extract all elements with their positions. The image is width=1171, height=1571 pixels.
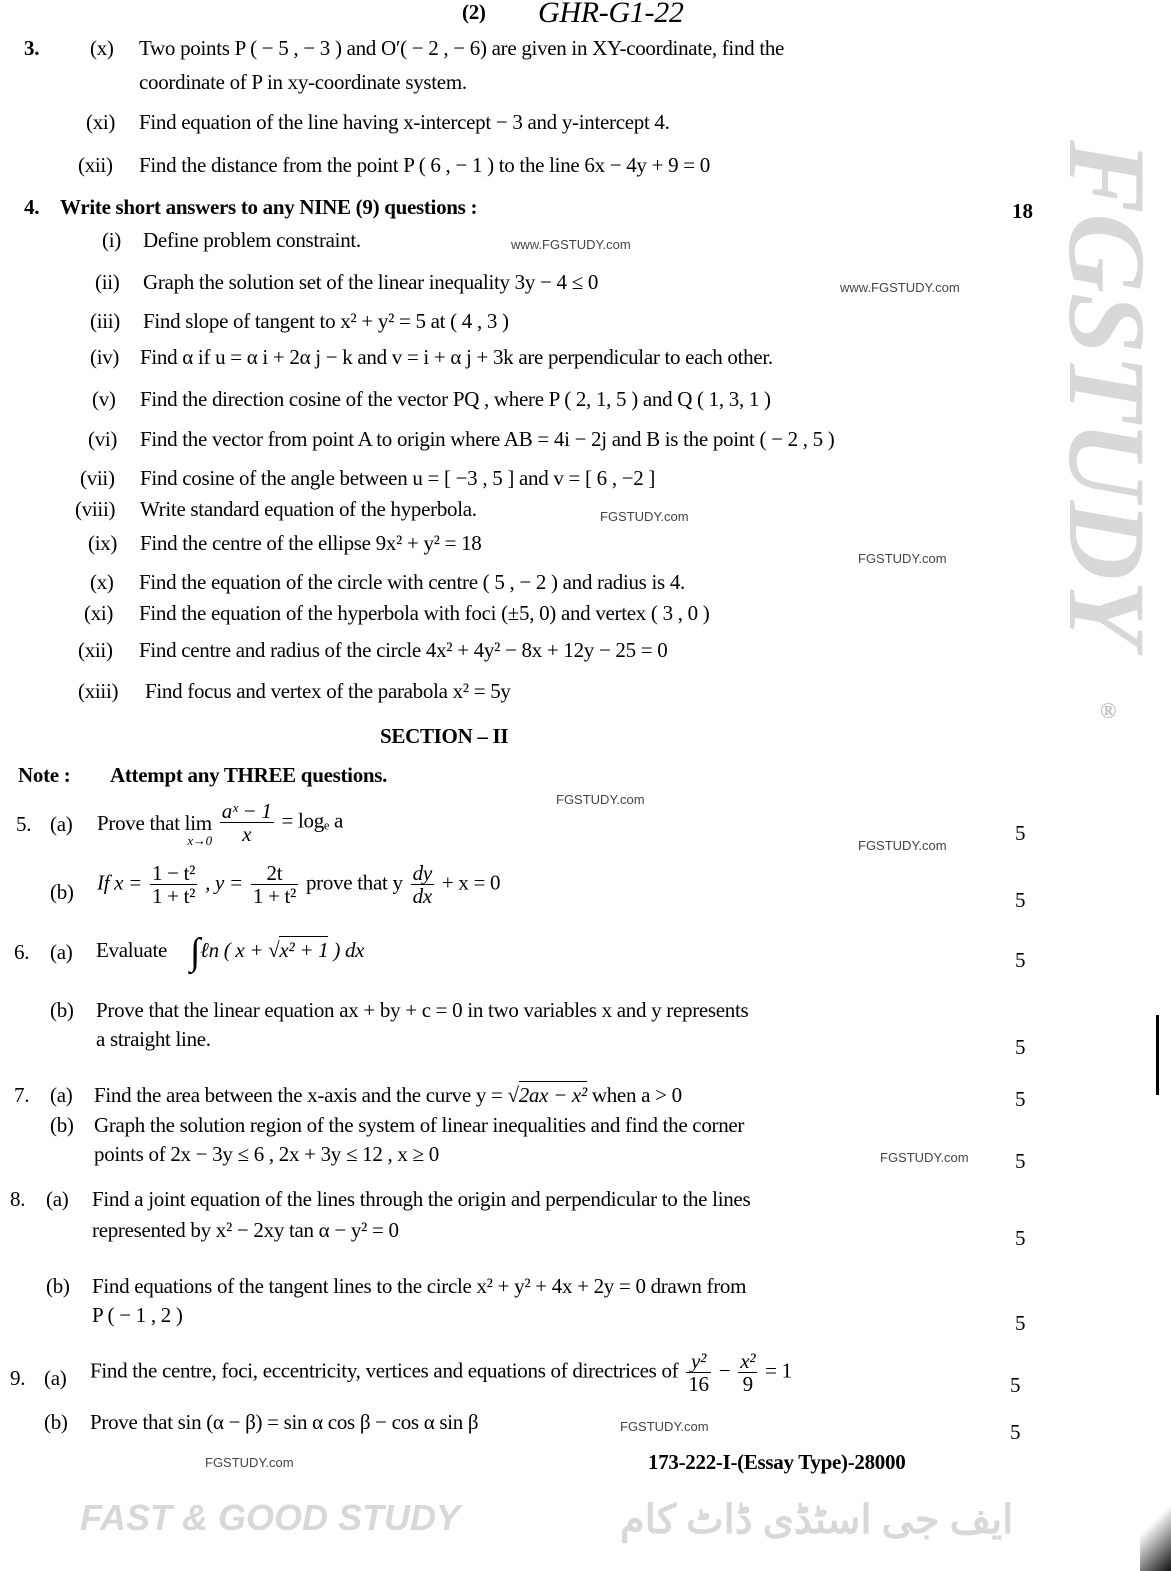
q4-ii-text: Graph the solution set of the linear inequality 3y − 4 ≤ 0 [143,270,599,294]
watermark-site: www.FGSTUDY.com [840,280,960,295]
q8b-label: (b) [46,1274,70,1298]
q9a-num2: x² [740,1349,756,1373]
q4-ix-text: Find the centre of the ellipse 9x² + y² = 18 [140,531,482,555]
q6a-radicand: x² + 1 [279,937,329,962]
q8b-text: Find equations of the tangent lines to the circle x² + y² + 4x + 2y = 0 drawn from [92,1274,747,1298]
q3-xii-text: Find the distance from the point P ( 6 , − 1 ) to the line 6x − 4y + 9 = 0 [139,153,710,177]
q6a-expr [96,930,364,974]
q5a-marks: 5 [1015,821,1026,845]
q7b-label: (b) [50,1113,74,1137]
q9a-expr [90,1350,792,1395]
q9a-fraction-x [738,1350,757,1395]
q6a-expr2: ) dx [328,937,365,962]
q5a-label: (a) [50,812,73,836]
q6a-label: (a) [50,940,73,964]
q9-number: 9. [10,1366,26,1390]
q4-xiii-label: (xiii) [78,679,119,703]
q4-xi-text: Find the equation of the hyperbola with foci (±5, 0) and vertex ( 3 , 0 ) [139,601,710,625]
q8a-cont: represented by x² − 2xy tan α − y² = 0 [92,1218,399,1242]
q9a-marks: 5 [1010,1373,1021,1397]
q3-xi-text: Find equation of the line having x-intercept − 3 and y-intercept 4. [139,110,670,134]
q8b-marks: 5 [1015,1311,1026,1335]
q5b-label: (b) [50,880,74,904]
section-title: SECTION – II [380,724,509,748]
q4-x-text: Find the equation of the circle with centre ( 5 , − 2 ) and radius is 4. [139,570,686,594]
watermark-site: FGSTUDY.com [858,551,947,566]
q5b-fraction-x [150,862,197,907]
q9a-den2: 9 [742,1372,753,1396]
q9a-num1: y² [686,1350,710,1373]
q4-v-text: Find the direction cosine of the vector PQ , where P ( 2, 1, 5 ) and Q ( 1, 3, 1 ) [140,387,771,411]
q5b-pre: If x = [97,870,143,895]
scan-edge-mark [1140,1490,1171,1571]
watermark-site: www.FGSTUDY.com [511,237,631,252]
q6b-marks: 5 [1015,1035,1026,1059]
q7b-cont: points of 2x − 3y ≤ 6 , 2x + 3y ≤ 12 , x ≥ 0 [94,1142,439,1166]
q5b-post1: prove that y [305,870,403,895]
q4-viii-label: (viii) [75,497,116,521]
q9a-pre: Find the centre, foci, eccentricity, vertices and equations of directrices of [90,1358,679,1383]
q3-x-cont: coordinate of P in xy-coordinate system. [139,70,467,94]
q5a-post: = logₑ a [281,808,343,833]
q5b-fraction-y [251,862,298,907]
q5a-den: x [242,822,252,846]
q5a-limit [97,812,212,848]
q7a-expr [94,1083,682,1108]
q7a-pre: Find the area between the x-axis and the curve y = √ [94,1083,519,1107]
q6b-text: Prove that the linear equation ax + by + c = 0 in two variables x and y represents [96,998,749,1022]
watermark-registered: ® [1100,698,1117,723]
page-number: (2) [462,0,486,24]
q4-ix-label: (ix) [88,531,118,555]
q5b-den2: 1 + t² [252,884,297,908]
note-text: Attempt any THREE questions. [110,763,388,787]
watermark-site: FGSTUDY.com [858,838,947,853]
q5b-expr [97,862,500,907]
q9b-label: (b) [44,1410,68,1434]
q3-number: 3. [24,36,40,60]
q3-xi-label: (xi) [86,110,116,134]
q4-x-label: (x) [90,570,114,594]
q7-number: 7. [14,1083,30,1107]
handwritten-code: GHR-G1-22 [538,0,684,29]
q5b-num2: 2t [251,862,298,885]
q9a-den1: 16 [688,1372,709,1396]
q8a-marks: 5 [1015,1226,1026,1250]
q4-xii-text: Find centre and radius of the circle 4x² + 4y² − 8x + 12y − 25 = 0 [139,638,668,662]
q4-vii-text: Find cosine of the angle between u = [ −3 , 5 ] and v = [ 6 , −2 ] [140,466,656,490]
q4-iv-text: Find α if u = α i + 2α j − k and v = i + α j + 3k are perpendicular to each other. [140,345,773,369]
q6-number: 6. [14,940,30,964]
watermark-site: FGSTUDY.com [880,1150,969,1165]
watermark-site: FGSTUDY.com [556,792,645,807]
q9a-fraction-y [686,1350,710,1395]
q7a-post: when a > 0 [586,1083,682,1107]
q5b-derivative [411,862,434,907]
q5a-expr [97,800,343,848]
q3-xii-label: (xii) [78,153,113,177]
q5a-limit-sub: x→0 [187,833,212,848]
q9a-label: (a) [44,1366,67,1390]
q4-iv-label: (iv) [90,345,120,369]
q4-ii-label: (ii) [95,270,120,294]
q4-vi-text: Find the vector from point A to origin where AB = 4i − 2j and B is the point ( − 2 , 5 ) [140,427,835,451]
q6b-cont: a straight line. [96,1027,211,1051]
watermark-site: FGSTUDY.com [600,509,689,524]
q5b-den1: 1 + t² [151,884,196,908]
q7a-label: (a) [50,1083,73,1107]
q5a-pre: Prove that lim [97,811,212,835]
q8b-cont: P ( − 1 , 2 ) [92,1303,183,1327]
q5b-post2: + x = 0 [441,870,501,895]
q5b-num3: dy [412,861,432,885]
q5b-num1: 1 − t² [151,861,196,885]
q4-viii-text: Write standard equation of the hyperbola. [140,497,477,521]
q8a-label: (a) [46,1187,69,1211]
q3-x-text: Two points P ( − 5 , − 3 ) and O′( − 2 , − 6) are given in XY-coordinate, find the [139,36,785,60]
q4-v-label: (v) [92,387,116,411]
watermark-brand: FGSTUDY [1046,140,1168,648]
q9a-mid: − [718,1358,731,1383]
q4-vi-label: (vi) [88,427,118,451]
q8a-text: Find a joint equation of the lines through the origin and perpendicular to the lines [92,1187,751,1211]
scan-edge-mark [1156,1015,1159,1095]
q4-iii-label: (iii) [90,309,120,333]
integral-sign: ∫ [190,931,201,973]
q9b-marks: 5 [1010,1420,1021,1444]
q8-number: 8. [10,1187,26,1211]
q3-x-label: (x) [90,36,114,60]
q4-xi-label: (xi) [84,601,114,625]
q5b-den3: dx [412,884,432,908]
watermark-site: FGSTUDY.com [205,1455,294,1470]
q6b-label: (b) [50,998,74,1022]
q5b-marks: 5 [1015,888,1026,912]
paper-code: 173-222-I-(Essay Type)-28000 [648,1450,906,1474]
q5-number: 5. [16,812,32,836]
q5b-mid: , y = [205,870,243,895]
q4-xiii-text: Find focus and vertex of the parabola x² = 5y [145,679,511,703]
q5a-num: aˣ − 1 [221,799,272,823]
q6a-marks: 5 [1015,948,1026,972]
q9b-text: Prove that sin (α − β) = sin α cos β − cos α sin β [90,1410,479,1434]
q5a-fraction [220,800,274,845]
q7b-text: Graph the solution region of the system of linear inequalities and find the corner [94,1113,745,1137]
q4-xii-label: (xii) [78,638,113,662]
q4-iii-text: Find slope of tangent to x² + y² = 5 at ( 4 , 3 ) [143,309,509,333]
q7b-marks: 5 [1015,1149,1026,1173]
q4-i-text: Define problem constraint. [143,228,361,252]
q7a-radicand: 2ax − x² [518,1083,587,1107]
q4-i-label: (i) [102,228,121,252]
q4-marks: 18 [1012,199,1033,223]
q6a-expr1: ℓn ( x + √ [200,937,280,962]
note-label: Note : [18,763,71,787]
watermark-tagline: FAST & GOOD STUDY [80,1497,461,1538]
q7a-marks: 5 [1015,1087,1026,1111]
q9a-post: = 1 [765,1358,792,1383]
q4-number: 4. [24,195,40,219]
q4-heading: Write short answers to any NINE (9) questions : [60,195,478,219]
q6a-pre: Evaluate [96,937,168,962]
watermark-urdu: ایف جی اسٹڈی ڈاٹ کام [620,1497,1014,1542]
q4-vii-label: (vii) [80,466,115,490]
watermark-site: FGSTUDY.com [620,1419,709,1434]
